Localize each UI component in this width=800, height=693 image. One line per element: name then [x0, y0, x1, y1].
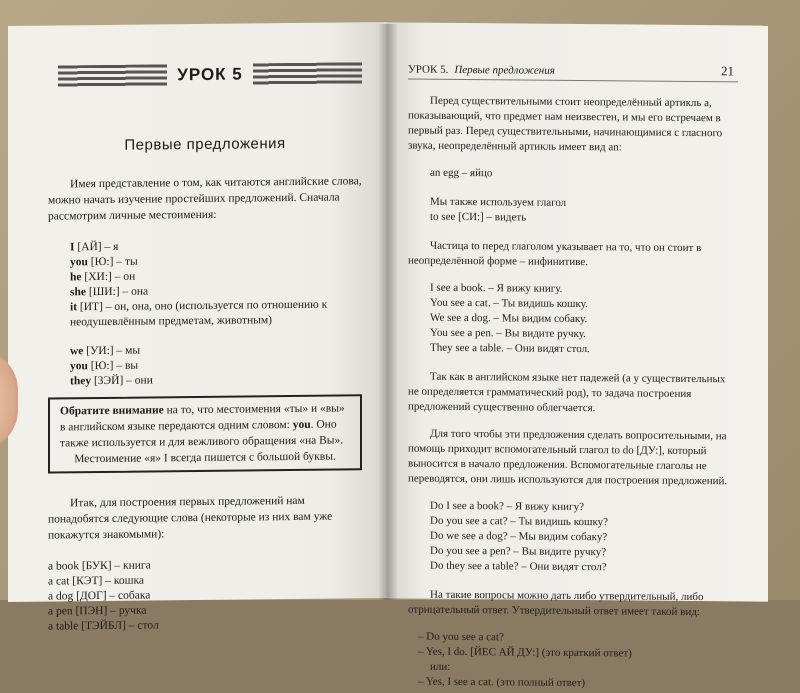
answer-item: – Yes, I do. [ЙЕС АЙ ДУ:] (это краткий ответ) [418, 645, 632, 660]
notice-text: Обратите внимание на то, что местоимения «ты» и «вы» в английском языке передаются одним словом: you. Оно также используется и для вежливого обращения «на Вы». [60, 402, 345, 450]
sentence-item: You see a cat. – Ты видишь кошку. [430, 296, 588, 311]
answers-paragraph: На такие вопросы можно дать либо утвердительный, либо отрицательный ответ. Утвердительный ответ имеет такой вид: [408, 588, 704, 619]
answer-item: или: [430, 660, 451, 673]
book-gutter [378, 24, 398, 600]
section-title: Первые предложения [124, 135, 286, 154]
question-item: Do you see a pen? – Вы видите ручку? [430, 544, 607, 559]
question-item: Do you see a cat? – Ты видишь кошку? [430, 514, 609, 529]
words-list [48, 556, 362, 634]
questions-list [408, 499, 738, 577]
pronoun-item: it [ИТ] – он, она, оно (используется по отношению к неодушевлённым предметам, животным) [70, 298, 328, 329]
article-paragraph: Перед существительными стоит неопределённый артикль a, показывающий, что предмет нам неизвестен, и мы его встречаем в первый раз. Перед существительными, начинающимися с гласного звука, неопределённый артикль имеет вид an: [408, 94, 723, 154]
example-line: to see [СИ:] – видеть [430, 210, 527, 224]
pronouns-singular-list [48, 237, 362, 330]
verb-paragraph: Мы также используем глагол [430, 195, 567, 209]
word-item: a book [БУК] – книга [48, 559, 151, 573]
answer-item: – Yes, I see a cat. (это полный ответ) [418, 675, 586, 690]
example-line: an egg – яйцо [430, 166, 493, 180]
word-item: a table [ТЭЙБЛ] – стол [48, 619, 159, 633]
particle-paragraph: Частица to перед глаголом указывает на то, что он стоит в неопределённой форме – инфинитиве. [408, 239, 702, 269]
running-head [408, 61, 738, 83]
words-intro: Итак, для построения первых предложений нам понадобятся следующие слова (некоторые из них вам уже покажутся знакомыми): [48, 494, 333, 542]
pronouns-plural-list [48, 341, 362, 389]
open-book [8, 24, 768, 690]
pronoun-item: you [Ю:] – вы [70, 359, 139, 373]
pronoun-item: they [ЗЭЙ] – они [70, 374, 153, 388]
intro-paragraph: Имея представление о том, как читаются английские слова, можно начать изучение простейших предложений. Сначала рассмотрим личные местоимения: [48, 175, 362, 223]
lesson-title: УРОК 5 [177, 64, 243, 85]
answer-item: – Do you see a cat? [418, 630, 504, 644]
pronoun-item: she [ШИ:] – она [70, 285, 149, 299]
sentences-list [408, 281, 738, 359]
sentence-item: They see a table. – Они видят стол. [430, 341, 590, 356]
word-item: a pen [ПЭН] – ручка [48, 604, 147, 618]
cases-paragraph: Так как в английском языке нет падежей (а у существительных не определяется грамматический род), то задача построения предложений существенно облегчается. [408, 370, 726, 415]
banner-stripes-left [58, 64, 167, 87]
pronoun-item: we [УИ:] – мы [70, 344, 141, 358]
word-item: a cat [КЭТ] – кошка [48, 574, 144, 588]
sentence-item: You see a pen. – Вы видите ручку. [430, 326, 586, 341]
running-title: УРОК 5. Первые предложения [408, 63, 555, 77]
page-number: 21 [721, 63, 734, 79]
answers-list [408, 630, 738, 693]
notice-center: Местоимение «я» I всегда пишется с большой буквы. [74, 450, 336, 466]
word-item: a dog [ДОГ] – собака [48, 589, 151, 603]
sentence-item: We see a dog. – Мы видим собаку. [430, 311, 588, 326]
question-paragraph: Для того чтобы эти предложения сделать вопросительными, на помощь приходит вспомогательный глагол to do [ДУ:], который выносится в начало предложения. Вспомогательные глаголы не переводятся, они лишь используются для построения предложений. [408, 427, 728, 488]
pronoun-item: he [ХИ:] – он [70, 270, 136, 284]
right-page [386, 22, 768, 690]
question-item: Do I see a book? – Я вижу книгу? [430, 499, 584, 514]
question-item: Do we see a dog? – Мы видим собаку? [430, 529, 608, 544]
pronoun-item: you [Ю:] – ты [70, 255, 138, 269]
banner-stripes-right [253, 62, 362, 85]
lesson-banner [58, 62, 362, 87]
notice-box [48, 394, 362, 473]
sentence-item: I see a book. – Я вижу книгу. [430, 281, 563, 295]
left-page [8, 22, 386, 633]
question-item: Do they see a table? – Они видят стол? [430, 559, 607, 574]
pronoun-item: I [АЙ] – я [70, 240, 119, 254]
